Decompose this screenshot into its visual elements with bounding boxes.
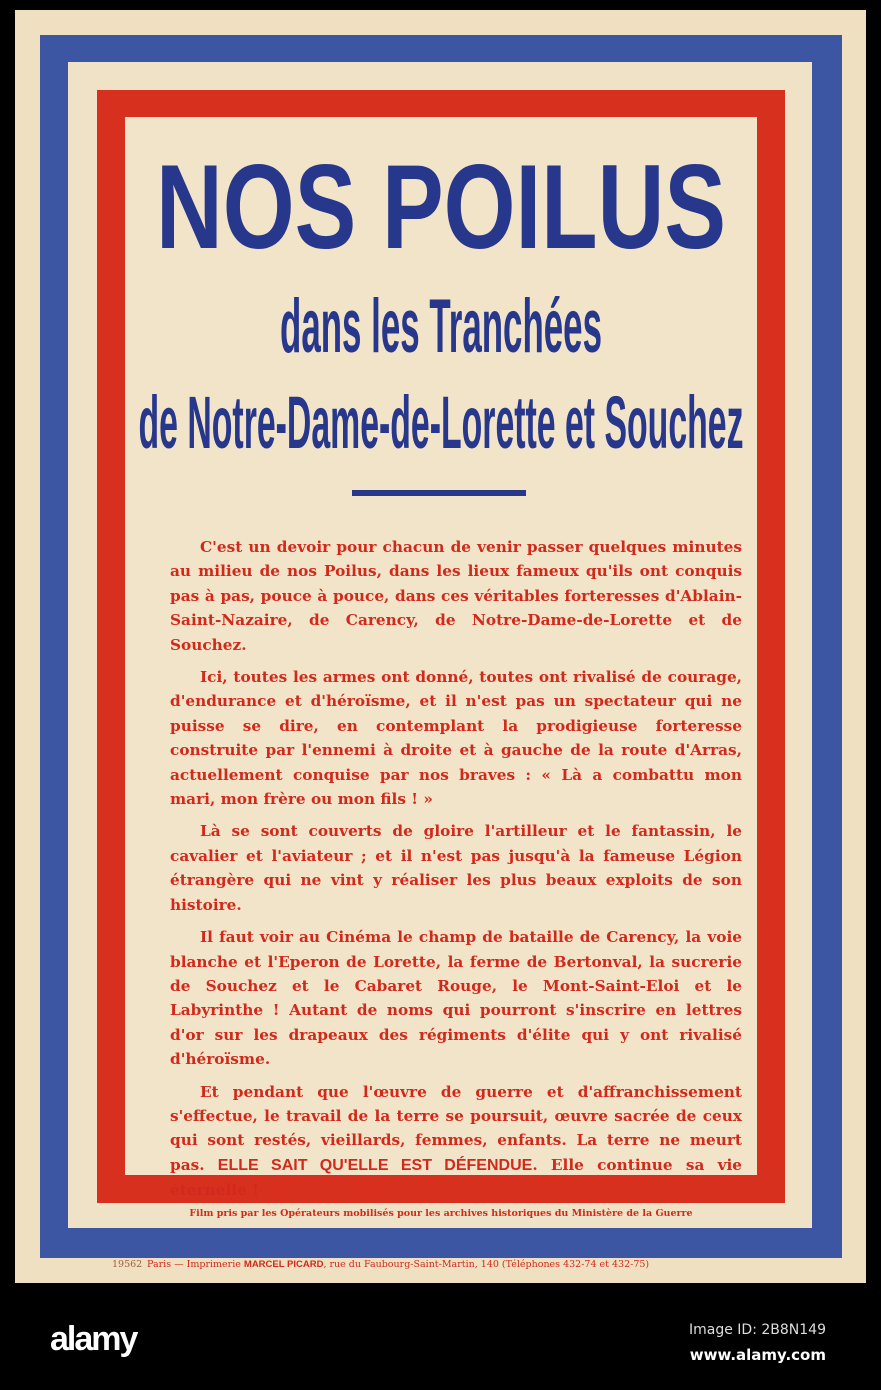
emphasis-text: ELLE SAIT QU'ELLE EST DÉFENDUE	[217, 1156, 533, 1174]
paragraph: Là se sont couverts de gloire l'artilleur et le fantassin, le cavalier et l'aviateur ; et il n'est pas jusqu'à la fameuse Légion étrangère qui ne vint y réaliser les plus beaux exploits de son histoire.	[170, 822, 742, 914]
print-number: 19562	[112, 1259, 143, 1270]
alamy-logo: alamy	[50, 1320, 137, 1358]
film-credit: Film pris par les Opérateurs mobilisés pour les archives historiques du Ministère de la Guerre	[189, 1208, 693, 1219]
paragraph: Ici, toutes les armes ont donné, toutes ont rivalisé de courage, d'endurance et d'héroïsme, et il n'est pas un spectateur qui ne puisse se dire, en contemplant la prodigieuse forteresse construite par l'ennemi à droite et à gauche de la route d'Arras, actuellement conquise par nos braves : « Là a combattu mon mari, mon frère ou mon fils ! »	[170, 668, 742, 809]
paragraph-text: Et pendant que l'œuvre de guerre et d'affranchissement s'effectue, le travail de la terre se poursuit, œuvre sacrée de ceux qui sont restés, vieillards, femmes, enfants. La terre ne meurt pas.	[170, 1082, 742, 1174]
divider-rule	[352, 490, 526, 496]
printer-line	[147, 1259, 787, 1270]
paragraph: Il faut voir au Cinéma le champ de bataille de Carency, la voie blanche et l'Eperon de Lorette, la ferme de Bertonval, la sucrerie de Souchez et le Cabaret Rouge, le Mont-Saint-Eloi et le Labyrinthe ! Autant de noms qui pourront s'inscrire en lettres d'or sur les drapeaux des régiments d'élite qui y ont rivalisé d'héroïsme.	[170, 928, 742, 1069]
watermark-url: www.alamy.com	[689, 1346, 826, 1364]
printer-prefix: Paris — Imprimerie	[147, 1259, 244, 1270]
poster-title-text: NOS POILUS	[156, 140, 726, 274]
image-id: Image ID: 2B8N149	[689, 1322, 826, 1338]
poster-subtitle-2	[125, 370, 757, 464]
poster-subtitle-1-text: dans les Tranchées	[280, 284, 602, 369]
paragraph-text: . Elle continue sa vie éternelle !	[170, 1155, 743, 1200]
poster-subtitle-2-text: de Notre-Dame-de-Lorette et Souchez	[138, 381, 744, 464]
printer-name: MARCEL PICARD	[243, 1259, 324, 1270]
paragraph: C'est un devoir pour chacun de venir passer quelques minutes au milieu de nos Poilus, dans les lieux fameux qu'ils ont conquis pas à pas, pouce à pouce, dans ces véritables forteresses d'Ablain-Saint-Nazaire, de Carency, de Notre-Dame-de-Lorette et de Souchez.	[170, 538, 742, 654]
poster-subtitle-1	[125, 280, 757, 369]
paragraph-last	[170, 1080, 742, 1203]
printer-address: , rue du Faubourg-Saint-Martin, 140 (Téléphones 432-74 et 432-75)	[323, 1259, 650, 1270]
poster-body	[170, 535, 742, 1211]
poster-title	[125, 140, 757, 274]
